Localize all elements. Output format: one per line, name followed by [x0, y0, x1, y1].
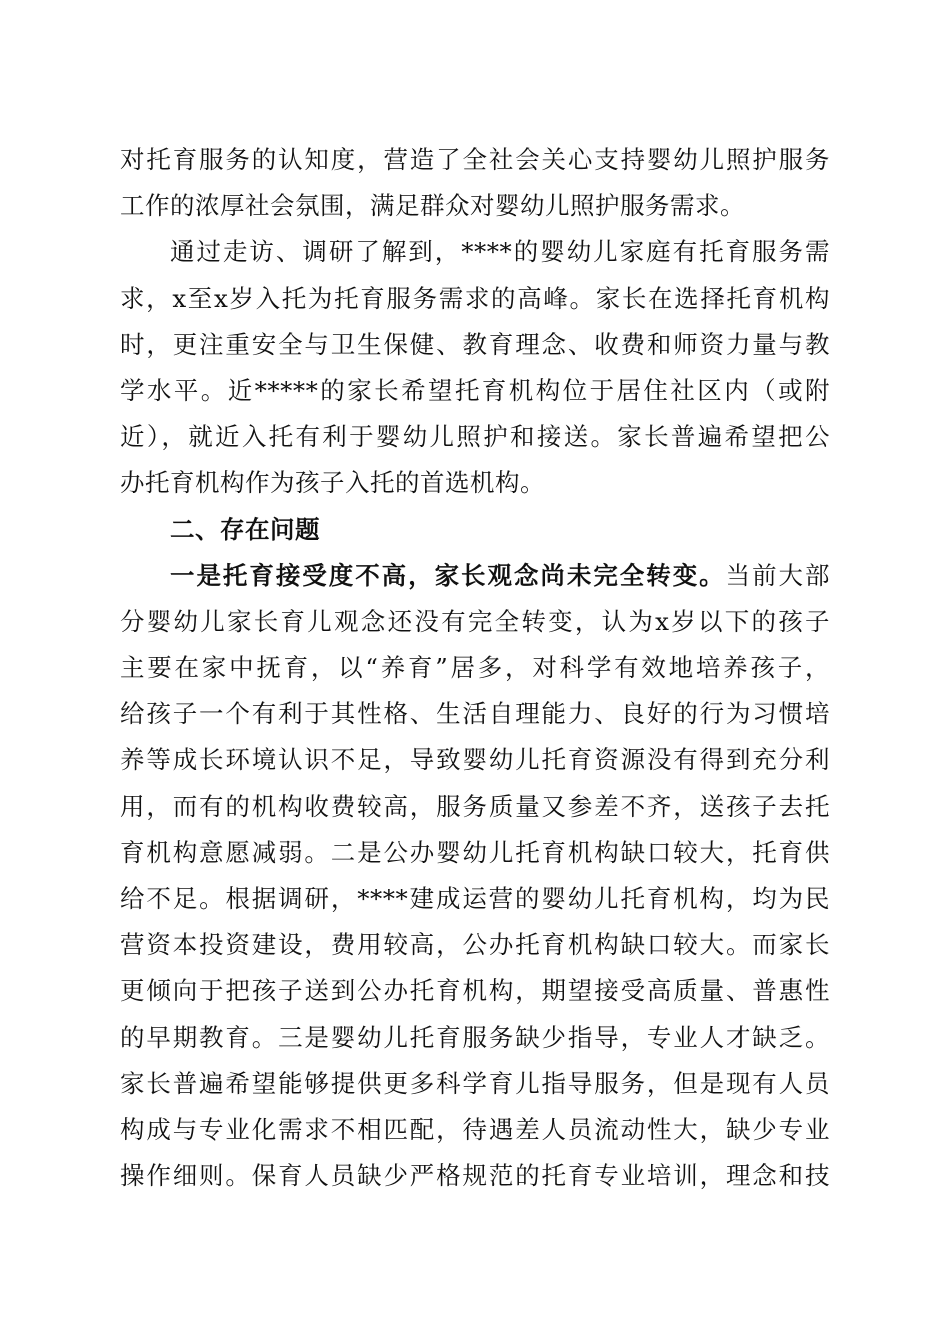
paragraph-1	[120, 137, 830, 229]
text-line: 求，x至x岁入托为托育服务需求的高峰。家长在选择托育机构	[120, 283, 830, 313]
text-line: 给不足。根据调研，****建成运营的婴幼儿托育机构，均为民	[120, 884, 830, 913]
text-line: 对托育服务的认知度，营造了全社会关心支持婴幼儿照护服务	[120, 145, 830, 174]
text-line: 近），就近入托有利于婴幼儿照护和接送。家长普遍希望把公	[120, 422, 830, 452]
text-line: 通过走访、调研了解到，****的婴幼儿家庭有托育服务需	[170, 237, 830, 267]
text-line: 学水平。近*****的家长希望托育机构位于居住社区内（或附	[120, 375, 830, 405]
text-line	[120, 553, 830, 599]
text-line: 操作细则。保育人员缺少严格规范的托育专业培训，理念和技	[120, 1161, 830, 1191]
text-line: 工作的浓厚社会氛围，满足群众对婴幼儿照护服务需求。	[120, 191, 745, 221]
text-line: 主要在家中抚育，以“养育”居多，对科学有效地培养孩子，	[120, 653, 830, 683]
text-line: 时，更注重安全与卫生保健、教育理念、收费和师资力量与教	[120, 329, 830, 359]
text-run: 当前大部	[725, 560, 830, 590]
text-line: 给孩子一个有利于其性格、生活自理能力、良好的行为习惯培	[120, 699, 830, 729]
text-line: 的早期教育。三是婴幼儿托育服务缺少指导，专业人才缺乏。	[120, 1022, 830, 1052]
text-line: 家长普遍希望能够提供更多科学育儿指导服务，但是现有人员	[120, 1068, 830, 1098]
text-line: 用，而有的机构收费较高，服务质量又参差不齐，送孩子去托	[120, 791, 830, 821]
text-line: 营资本投资建设，费用较高，公办托育机构缺口较大。而家长	[120, 930, 830, 960]
text-line: 构成与专业化需求不相匹配，待遇差人员流动性大，缺少专业	[120, 1114, 830, 1144]
bold-lead-sentence: 一是托育接受度不高，家长观念尚未完全转变。	[170, 560, 726, 590]
paragraph-2	[120, 229, 830, 506]
text-line: 办托育机构作为孩子入托的首选机构。	[120, 468, 545, 498]
document-page	[120, 137, 830, 1199]
text-line: 育机构意愿减弱。二是公办婴幼儿托育机构缺口较大，托育供	[120, 837, 830, 867]
text-line: 分婴幼儿家长育儿观念还没有完全转变，认为x岁以下的孩子	[120, 606, 830, 636]
section-heading: 二、存在问题	[170, 514, 320, 544]
text-line: 更倾向于把孩子送到公办托育机构，期望接受高质量、普惠性	[120, 976, 830, 1006]
paragraph-3	[120, 553, 830, 1200]
text-line: 养等成长环境认识不足，导致婴幼儿托育资源没有得到充分利	[120, 745, 830, 775]
